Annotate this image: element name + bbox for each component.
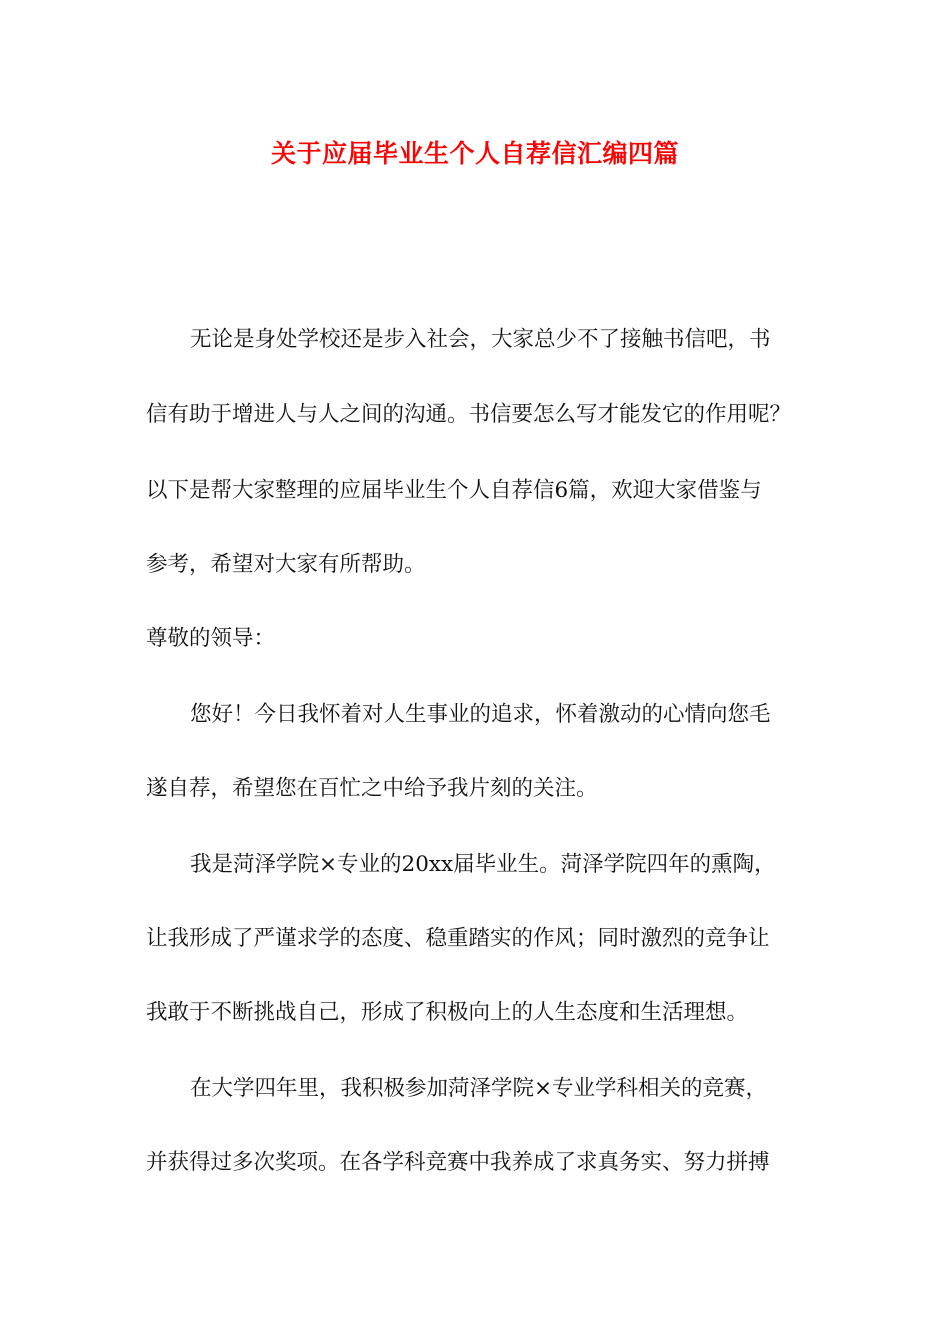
paragraph-line: 以下是帮大家整理的应届毕业生个人自荐信6篇，欢迎大家借鉴与 <box>146 478 762 503</box>
paragraph-line: 遂自荐，希望您在百忙之中给予我片刻的关注。 <box>146 776 598 801</box>
paragraph-line: 参考，希望对大家有所帮助。 <box>146 552 426 577</box>
paragraph-line: 在大学四年里，我积极参加菏泽学院×专业学科相关的竞赛， <box>190 1076 768 1101</box>
paragraph-line: 并获得过多次奖项。在各学科竞赛中我养成了求真务实、努力拼搏 <box>146 1150 770 1175</box>
document-title: 关于应届毕业生个人自荐信汇编四篇 <box>270 139 679 168</box>
paragraph-line: 信有助于增进人与人之间的沟通。书信要怎么写才能发它的作用呢？ <box>146 402 792 427</box>
paragraph-line: 让我形成了严谨求学的态度、稳重踏实的作风；同时激烈的竞争让 <box>146 926 770 951</box>
paragraph-line: 我是菏泽学院×专业的20xx届毕业生。菏泽学院四年的熏陶， <box>190 852 776 877</box>
salutation-line: 尊敬的领导： <box>146 626 276 651</box>
paragraph-line: 您好！今日我怀着对人生事业的追求，怀着激动的心情向您毛 <box>190 702 771 727</box>
paragraph-line: 我敢于不断挑战自己，形成了积极向上的人生态度和生活理想。 <box>146 1000 749 1025</box>
paragraph-line: 无论是身处学校还是步入社会，大家总少不了接触书信吧，书 <box>190 327 771 352</box>
